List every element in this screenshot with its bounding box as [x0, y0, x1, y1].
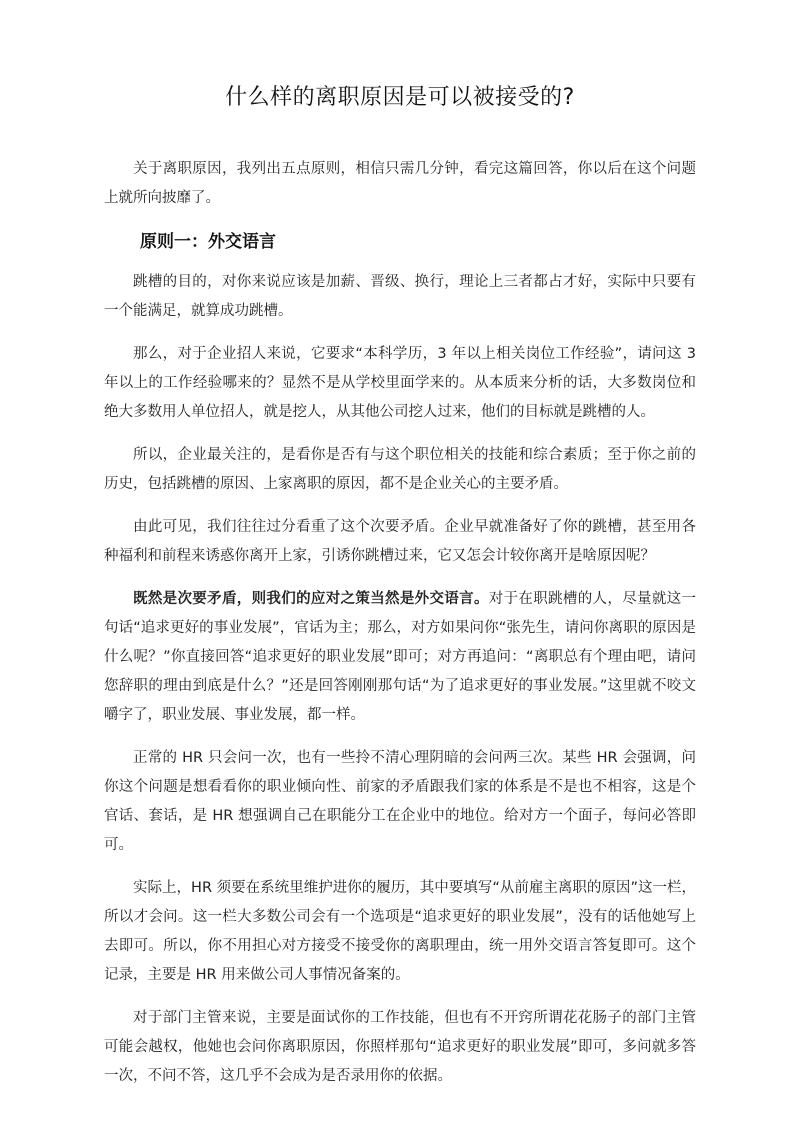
- paragraph-1: 跳槽的目的，对你来说应该是加薪、晋级、换行，理论上三者都占才好，实际中只要有一个能满足，就算成功跳槽。: [104, 274, 696, 319]
- paragraph-2: 那么，对于企业招人来说，它要求“本科学历，3 年以上相关岗位工作经验”，请问这 3 年以上的工作经验哪来的？显然不是从学校里面学来的。从本质来分析的话，大多数岗位和绝大多数用人单位招人，就是挖人，从其他公司挖人过来，他们的目标就是跳槽的人。: [104, 346, 696, 420]
- paragraph-8: 对于部门主管来说，主要是面试你的工作技能，但也有不开窍所谓花花肠子的部门主管可能会越权，他她也会问你离职原因，你照样那句“追求更好的职业发展”即可，多问就多答一次，不问不答，这几乎不会成为是否录用你的依据。: [104, 1010, 696, 1084]
- paragraph-3: 所以，企业最关注的，是看你是否有与这个职位相关的技能和综合素质；至于你之前的历史，包括跳槽的原因、上家离职的原因，都不是企业关心的主要矛盾。: [104, 447, 696, 492]
- paragraph-7: 实际上，HR 须要在系统里维护进你的履历，其中要填写“从前雇主离职的原因”这一栏，所以才会问。这一栏大多数公司会有一个选项是“追求更好的职业发展”，没有的话他她写上去即可。所以，你不用担心对方接受不接受你的离职理由，统一用外交语言答复即可。这个记录，主要是 HR 用来做公司人事情况备案的。: [104, 880, 696, 983]
- page-title: 什么样的离职原因是可以被接受的?: [225, 85, 575, 110]
- paragraph-5-body: 对于在职跳槽的人，尽量就这一句话“追求更好的事业发展”，官话为主；那么，对方如果问你“张先生，请问你离职的原因是什么呢？”你直接回答“追求更好的职业发展”即可；对方再追问：“离职总有个理由吧，请问您辞职的理由到底是什么？”还是回答刚刚那句话“为了追求更好的事业发展。”这里就不咬文嚼字了，职业发展、事业发展，都一样。: [104, 591, 696, 723]
- paragraph-4: 由此可见，我们往往过分看重了这个次要矛盾。企业早就准备好了你的跳槽，甚至用各种福利和前程来诱惑你离开上家，引诱你跳槽过来，它又怎会计较你离开是啥原因呢？: [104, 519, 696, 564]
- paragraph-5: [104, 585, 696, 730]
- paragraph-5-bold-lead: 既然是次要矛盾，则我们的应对之策当然是外交语言。: [133, 591, 489, 607]
- intro-paragraph: 关于离职原因，我列出五点原则，相信只需几分钟，看完这篇回答，你以后在这个问题上就所向披靡了。: [104, 161, 696, 206]
- paragraph-6: 正常的 HR 只会问一次，也有一些拎不清心理阴暗的会问两三次。某些 HR 会强调，问你这个问题是想看看你的职业倾向性、前家的矛盾跟我们家的体系是不是也不相容，这是个官话、套话，是 HR 想强调自己在职能分工在企业中的地位。给对方一个面子，每问必答即可。: [104, 750, 696, 853]
- section-heading: 原则一：外交语言: [140, 232, 276, 252]
